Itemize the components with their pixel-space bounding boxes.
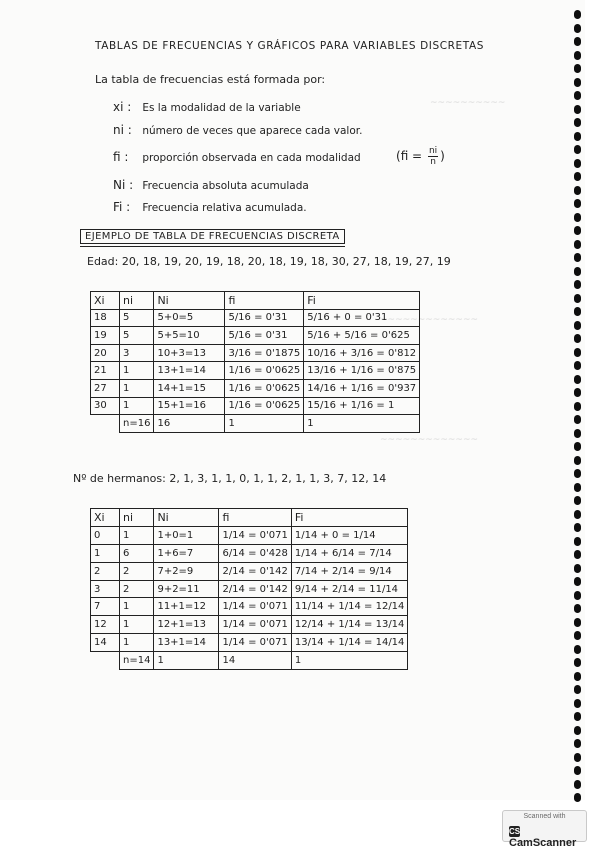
table-cell: 12/14 + 1/14 = 13/14	[291, 616, 408, 634]
table-cell: 1	[120, 379, 154, 397]
table-cell: 13+1=14	[154, 362, 225, 380]
definition-symbol: ni :	[113, 123, 132, 137]
binding-hole	[574, 726, 581, 735]
column-header: Xi	[91, 292, 120, 310]
table-cell: 5+5=10	[154, 327, 225, 345]
binding-hole	[574, 226, 581, 235]
table-row	[91, 544, 408, 562]
binding-hole	[574, 591, 581, 600]
table-cell: 1+0=1	[154, 526, 219, 544]
table-total-cell: 14	[219, 652, 291, 670]
definition-Fi	[113, 200, 307, 214]
table-cell: 1	[120, 397, 154, 415]
column-header: Fi	[291, 509, 408, 527]
binding-hole	[574, 91, 581, 100]
show-through-text: ~~~~~~~~~~~~~	[380, 435, 479, 445]
binding-hole	[574, 280, 581, 289]
page-title: TABLAS DE FRECUENCIAS Y GRÁFICOS PARA VARIABLES DISCRETAS	[95, 40, 485, 52]
definition-xi	[113, 100, 301, 114]
binding-hole	[574, 375, 581, 384]
table-total-cell	[91, 652, 120, 670]
binding-hole	[574, 186, 581, 195]
binding-hole	[574, 199, 581, 208]
table-cell: 1/14 + 0 = 1/14	[291, 526, 408, 544]
table-total-cell	[91, 415, 120, 433]
scanned-with-label: Scanned with	[523, 813, 566, 820]
table-total-cell: 1	[291, 652, 408, 670]
table-cell: 1/16 = 0'0625	[225, 379, 304, 397]
table-row	[91, 344, 420, 362]
binding-hole	[574, 172, 581, 181]
table-cell: 7/14 + 2/14 = 9/14	[291, 562, 408, 580]
formula-fraction	[428, 146, 438, 167]
column-header: ni	[120, 509, 154, 527]
camscanner-watermark	[502, 810, 587, 849]
binding-hole	[574, 739, 581, 748]
table-cell: 2	[120, 580, 154, 598]
binding-hole	[574, 361, 581, 370]
definition-symbol: Fi :	[113, 200, 131, 214]
binding-hole	[574, 307, 581, 316]
definition-text: número de veces que aparece cada valor.	[142, 125, 363, 137]
binding-hole	[574, 159, 581, 168]
definition-symbol: fi :	[113, 150, 129, 164]
frequency-table-ages	[90, 291, 420, 433]
column-header: ni	[120, 292, 154, 310]
table-cell: 1/14 = 0'071	[219, 616, 291, 634]
table-cell: 14	[91, 634, 120, 652]
binding-hole	[574, 132, 581, 141]
table-cell: 6	[120, 544, 154, 562]
binding-hole	[574, 523, 581, 532]
table-total-cell: 1	[304, 415, 420, 433]
binding-hole	[574, 37, 581, 46]
table-cell: 5+0=5	[154, 309, 225, 327]
table-row	[91, 379, 420, 397]
table-cell: 9/14 + 2/14 = 11/14	[291, 580, 408, 598]
definition-text: Frecuencia relativa acumulada.	[142, 202, 307, 214]
formula-numerator: ni	[428, 146, 438, 156]
table-total-cell: n=16	[120, 415, 154, 433]
table-cell: 1	[120, 526, 154, 544]
column-header: Fi	[304, 292, 420, 310]
table-cell: 10/16 + 3/16 = 0'812	[304, 344, 420, 362]
binding-hole	[574, 483, 581, 492]
binding-hole	[574, 564, 581, 573]
binding-hole	[574, 294, 581, 303]
binding-hole	[574, 105, 581, 114]
frequency-table-siblings	[90, 508, 408, 670]
binding-hole	[574, 645, 581, 654]
column-header: fi	[219, 509, 291, 527]
table-row	[91, 598, 408, 616]
table-cell: 10+3=13	[154, 344, 225, 362]
binding-hole	[574, 672, 581, 681]
table-row	[91, 526, 408, 544]
table-cell: 12	[91, 616, 120, 634]
binding-hole	[574, 766, 581, 775]
binding-hole	[574, 510, 581, 519]
table-cell: 1/16 = 0'0625	[225, 362, 304, 380]
table-row	[91, 616, 408, 634]
table-cell: 1/14 = 0'071	[219, 598, 291, 616]
table-cell: 1	[120, 362, 154, 380]
table-cell: 2/14 = 0'142	[219, 562, 291, 580]
binding-hole	[574, 712, 581, 721]
table-cell: 5/16 = 0'31	[225, 327, 304, 345]
binding-hole	[574, 618, 581, 627]
camscanner-brand: CamScanner	[509, 837, 577, 849]
table-cell: 1/14 = 0'071	[219, 634, 291, 652]
camscanner-logo	[509, 824, 586, 849]
definition-symbol: Ni :	[113, 178, 134, 192]
table-row	[91, 580, 408, 598]
table-header-row	[91, 292, 420, 310]
binding-hole	[574, 78, 581, 87]
binding-hole	[574, 699, 581, 708]
table-cell: 7+2=9	[154, 562, 219, 580]
binding-hole	[574, 537, 581, 546]
table-cell: 5/16 = 0'31	[225, 309, 304, 327]
table-row	[91, 309, 420, 327]
definition-text: Es la modalidad de la variable	[142, 102, 301, 114]
binding-hole	[574, 550, 581, 559]
column-header: Ni	[154, 509, 219, 527]
binding-hole	[574, 64, 581, 73]
column-header: fi	[225, 292, 304, 310]
binding-hole	[574, 267, 581, 276]
table-cell: 11/14 + 1/14 = 12/14	[291, 598, 408, 616]
table-cell: 5	[120, 309, 154, 327]
binding-hole	[574, 469, 581, 478]
table-row	[91, 327, 420, 345]
definition-text: proporción observada en cada modalidad	[142, 152, 361, 164]
example2-data: Nº de hermanos: 2, 1, 3, 1, 1, 0, 1, 1, 2, 1, 1, 3, 7, 12, 14	[73, 472, 387, 485]
table-cell: 13+1=14	[154, 634, 219, 652]
table-total-cell: n=14	[120, 652, 154, 670]
table-cell: 5	[120, 327, 154, 345]
table-cell: 1	[91, 544, 120, 562]
table-cell: 30	[91, 397, 120, 415]
table-cell: 6/14 = 0'428	[219, 544, 291, 562]
binding-hole	[574, 145, 581, 154]
table-row	[91, 397, 420, 415]
table-cell: 3	[120, 344, 154, 362]
column-header: Xi	[91, 509, 120, 527]
binding-hole	[574, 415, 581, 424]
formula-denominator: n	[430, 157, 436, 167]
binding-hole	[574, 240, 581, 249]
binding-hole	[574, 321, 581, 330]
table-total-cell: 1	[154, 652, 219, 670]
example1-data: Edad: 20, 18, 19, 20, 19, 18, 20, 18, 19, 18, 30, 27, 18, 19, 27, 19	[87, 255, 451, 268]
table-cell: 1	[120, 598, 154, 616]
column-header: Ni	[154, 292, 225, 310]
binding-hole	[574, 604, 581, 613]
table-totals-row	[91, 652, 408, 670]
table-cell: 5/16 + 0 = 0'31	[304, 309, 420, 327]
table-cell: 1/16 = 0'0625	[225, 397, 304, 415]
camscanner-icon: CS	[509, 827, 521, 836]
show-through-text: ~~~~~~~~~~	[430, 98, 506, 108]
relative-frequency-formula: (fi = $\frac{ni}{n}$ )	[396, 146, 445, 167]
formula-lhs: fi =	[400, 149, 423, 163]
definition-Ni	[113, 178, 309, 192]
binding-hole	[574, 496, 581, 505]
definition-fi	[113, 150, 361, 164]
binding-hole	[574, 402, 581, 411]
table-cell: 13/16 + 1/16 = 0'875	[304, 362, 420, 380]
binding-hole	[574, 442, 581, 451]
binding-hole	[574, 429, 581, 438]
table-cell: 27	[91, 379, 120, 397]
definition-ni	[113, 123, 362, 137]
table-cell: 1	[120, 616, 154, 634]
binding-hole	[574, 118, 581, 127]
table-cell: 14+1=15	[154, 379, 225, 397]
table-cell: 2	[91, 562, 120, 580]
binding-hole	[574, 753, 581, 762]
binding-hole	[574, 24, 581, 33]
table-cell: 21	[91, 362, 120, 380]
table-cell: 3/16 = 0'1875	[225, 344, 304, 362]
table-cell: 9+2=11	[154, 580, 219, 598]
binding-hole	[574, 456, 581, 465]
table-cell: 1	[120, 634, 154, 652]
binding-hole	[574, 213, 581, 222]
example-heading: EJEMPLO DE TABLA DE FRECUENCIAS DISCRETA	[80, 229, 345, 244]
table-cell: 2	[120, 562, 154, 580]
table-cell: 13/14 + 1/14 = 14/14	[291, 634, 408, 652]
table-cell: 19	[91, 327, 120, 345]
binding-hole	[574, 780, 581, 789]
table-cell: 11+1=12	[154, 598, 219, 616]
table-cell: 1/14 = 0'071	[219, 526, 291, 544]
table-totals-row	[91, 415, 420, 433]
binding-hole	[574, 388, 581, 397]
binding-hole	[574, 577, 581, 586]
binding-hole	[574, 334, 581, 343]
table-cell: 15/16 + 1/16 = 1	[304, 397, 420, 415]
table-cell: 1/14 + 6/14 = 7/14	[291, 544, 408, 562]
table-cell: 14/16 + 1/16 = 0'937	[304, 379, 420, 397]
binding-hole	[574, 10, 581, 19]
table-cell: 5/16 + 5/16 = 0'625	[304, 327, 420, 345]
table-cell: 20	[91, 344, 120, 362]
table-total-cell: 16	[154, 415, 225, 433]
binding-hole	[574, 793, 581, 802]
definition-symbol: xi :	[113, 100, 132, 114]
table-cell: 1+6=7	[154, 544, 219, 562]
binding-hole	[574, 348, 581, 357]
table-row	[91, 362, 420, 380]
table-total-cell: 1	[225, 415, 304, 433]
table-header-row	[91, 509, 408, 527]
table-cell: 7	[91, 598, 120, 616]
table-row	[91, 634, 408, 652]
binding-hole	[574, 51, 581, 60]
table-cell: 2/14 = 0'142	[219, 580, 291, 598]
table-cell: 12+1=13	[154, 616, 219, 634]
table-row	[91, 562, 408, 580]
intro-text: La tabla de frecuencias está formada por:	[95, 73, 326, 86]
table-cell: 15+1=16	[154, 397, 225, 415]
binding-hole	[574, 658, 581, 667]
table-cell: 3	[91, 580, 120, 598]
definition-text: Frecuencia absoluta acumulada	[142, 180, 309, 192]
binding-hole	[574, 631, 581, 640]
show-through-text: ~~~~~~~~~~~~~	[380, 315, 479, 325]
binding-hole	[574, 685, 581, 694]
spiral-binding	[574, 10, 584, 800]
table-cell: 0	[91, 526, 120, 544]
table-cell: 18	[91, 309, 120, 327]
binding-hole	[574, 253, 581, 262]
